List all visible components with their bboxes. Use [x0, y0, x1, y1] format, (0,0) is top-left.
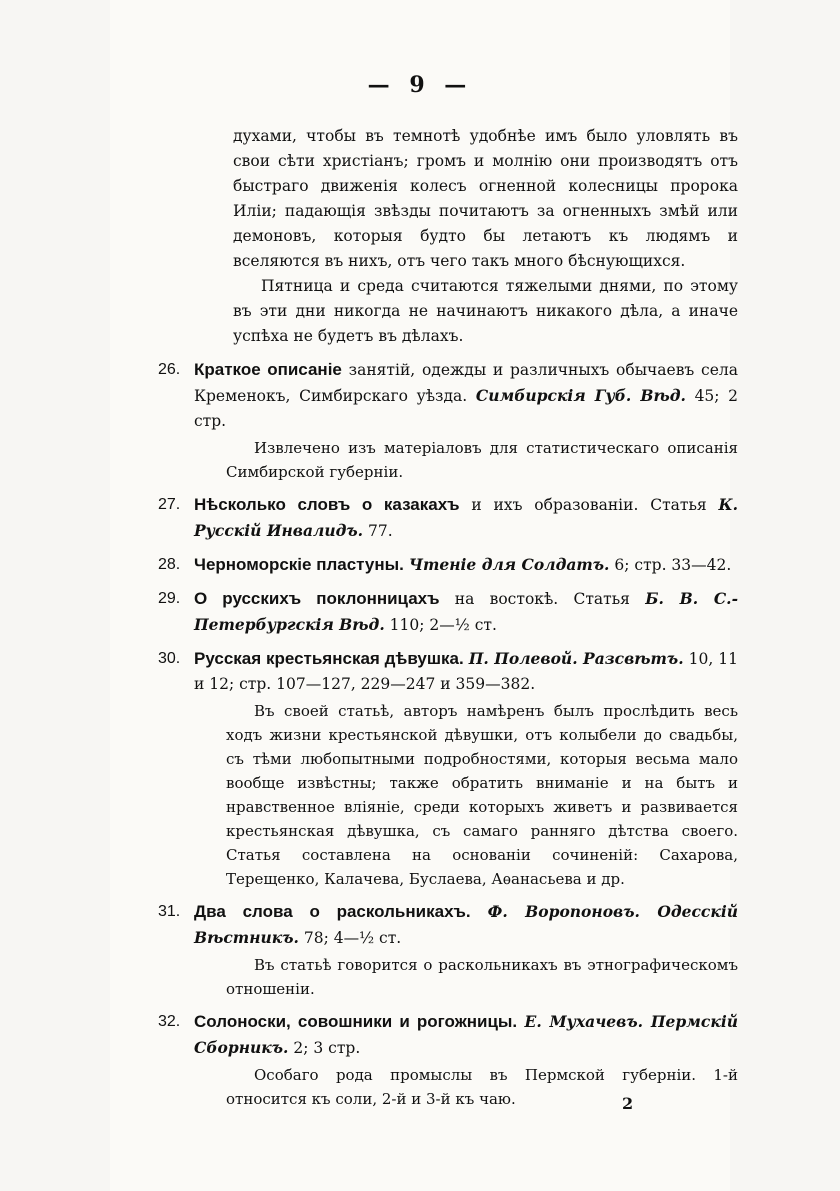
entry-body [194, 492, 738, 544]
entry-source: К. Русскій Инвалидъ. [194, 495, 738, 540]
entry-note-30: Въ своей статьѣ, авторъ намѣренъ былъ прослѣдить весь ходъ жизни крестьянской дѣвушки, отъ колыбели до свадьбы, съ тѣми любопытными подробностями, которыя весьма мало вообще извѣстны; также обратить вниманіе и на бытъ и нравственное вліяніе, среди которыхъ живетъ и развивается крестьянская дѣвушка, съ самаго ранняго дѣтства своего. Статья составлена на основаніи сочиненій: Сахарова, Терещенко, Калачева, Буслаева, Аѳанасьева и др. [226, 702, 738, 888]
entry-source: Е. Мухачевъ. Пермскій Сборникъ. [194, 1012, 738, 1057]
entry-body [194, 357, 738, 434]
entry-body [194, 899, 738, 951]
entry-title: О русскихъ поклонницахъ [194, 589, 440, 608]
entry-title: Краткое описаніе [194, 360, 342, 379]
entry-number: 32. [158, 1013, 181, 1030]
bibliography-entry-32 [158, 1009, 738, 1061]
continuation-paragraph-1: духами, чтобы въ темнотѣ удобнѣе имъ было уловлять въ свои сѣти христіанъ; громъ и молнію они производятъ отъ быстраго движенія колесъ огненной колесницы пророка Иліи; падающія звѣзды почитаютъ за огненныхъ змѣй или демоновъ, которыя будто бы летаютъ къ людямъ и вселяются въ нихъ, отъ чего такъ много бѣснующихся. [233, 127, 738, 270]
page-content [158, 124, 738, 1111]
entry-number: 28. [158, 556, 181, 573]
entry-body [194, 1009, 738, 1061]
entry-description: занятій, одежды и различныхъ обычаевъ села Кременокъ, Симбирскаго уѣзда. [194, 361, 738, 405]
entry-number: 29. [158, 590, 181, 607]
bibliography-entry-30 [158, 646, 738, 697]
entry-details: 78; 4—½ ст. [298, 929, 402, 947]
entry-note-26: Извлечено изъ матеріаловъ для статистическаго описанія Симбирской губерніи. [226, 439, 738, 481]
entry-details: 110; 2—½ ст. [384, 616, 497, 634]
entry-description [517, 1013, 524, 1031]
page-number: — 9 — [367, 72, 473, 98]
continuation-paragraph-2: Пятница и среда считаются тяжелыми днями, по этому въ эти дни никогда не начинаютъ никакого дѣла, а иначе успѣха не будетъ въ дѣлахъ. [233, 277, 738, 345]
bibliography-entry-31 [158, 899, 738, 951]
entry-description: на востокѣ. Статья [439, 590, 646, 608]
entry-source: Б. В. С.-Петербургскія Вѣд. [194, 589, 738, 634]
entry-body [194, 586, 738, 638]
entry-description: и ихъ образованіи. Статья [459, 496, 719, 514]
entry-title: Черноморскіе пластуны. [194, 555, 404, 574]
bibliography-entry-28 [158, 552, 738, 578]
entry-title: Солоноски, совошники и рогожницы. [194, 1012, 518, 1031]
entry-title: Два слова о раскольникахъ. [194, 902, 471, 921]
entry-details: 10, 11 и 12; стр. 107—127, 229—247 и 359—382. [194, 650, 738, 693]
entry-note-31: Въ статьѣ говорится о раскольникахъ въ этнографическомъ отношеніи. [226, 956, 738, 998]
entry-body [194, 646, 738, 697]
entry-description [471, 903, 488, 921]
printer-signature: 2 [622, 1094, 634, 1113]
entry-details: 6; стр. 33—42. [609, 556, 732, 574]
entry-source: Ф. Воропоновъ. Одесскій Вѣстникъ. [194, 902, 738, 947]
entry-details: 45; 2 стр. [194, 387, 739, 430]
entry-number: 30. [158, 650, 181, 667]
entry-details: 77. [363, 522, 393, 540]
bibliography-entry-26 [158, 357, 738, 434]
entry-number: 26. [158, 361, 181, 378]
entry-source: Симбирскія Губ. Вѣд. [475, 386, 686, 405]
entry-note-32: Особаго рода промыслы въ Пермской губерніи. 1-й относится къ соли, 2-й и 3-й къ чаю. [226, 1066, 738, 1108]
bibliography-entry-29 [158, 586, 738, 638]
entry-body [194, 552, 738, 578]
entry-number: 31. [158, 903, 181, 920]
entry-source: Чтеніе для Солдатъ. [408, 555, 610, 574]
entry-number: 27. [158, 496, 181, 513]
entry-title: Русская крестьянская дѣвушка. [194, 649, 464, 668]
entry-title: Нѣсколько словъ о казакахъ [194, 495, 460, 514]
bibliography-entry-27 [158, 492, 738, 544]
entry-source: П. Полевой. Разсвѣтъ. [468, 649, 684, 668]
entry-details: 2; 3 стр. [288, 1039, 361, 1057]
